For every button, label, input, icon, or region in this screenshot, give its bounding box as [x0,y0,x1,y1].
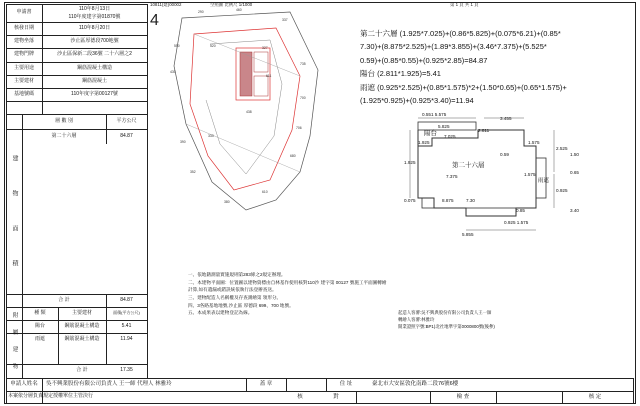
note-line-0: 一、依地籍測量實施規則第283條之2規定辦理。 [188,272,286,277]
vlabel-attach-4: 物 [11,362,18,371]
plan-dim-3: 7.025 [444,134,456,139]
plan-dim-9: 1.925 [404,160,416,165]
plan-dim-13: 5.855 [462,232,474,237]
col-header-floor: 層 數 別 [55,117,73,124]
attach-material-eave: 鋼筋混凝土構造 [64,335,100,342]
vlabel-attach-3: 建 [11,345,18,354]
formula-line-3: 陽台 (2.811*1.925)=5.41 [360,69,441,79]
plan-dim-12: 7.30 [466,198,475,203]
border-left [4,2,5,403]
plan-dim-2: 1.925 [418,140,430,145]
attach-area-eave: 11.94 [120,335,133,342]
formula-line-2: 0.59)+(0.85*0.55)+(0.925*2.85)=84.87 [360,55,488,65]
vlabel-attach-1: 附 [11,311,18,320]
plan-dim-6: 1.575 [528,140,540,145]
plan-dim-20: 0.59 [500,152,509,157]
plan-dim-17: 0.65 [570,170,579,175]
total-label: 合 計 [58,296,70,303]
dim-tag-14: 390 [180,140,186,144]
check-label: 檢 查 [456,393,470,400]
dim-tag-7: 735 [300,62,306,66]
dim-tag-4: 430 [170,70,176,74]
floor-area: 84.87 [120,132,133,139]
plan-dim-21: 0.85 [516,208,525,213]
formula-line-5: (1.925*0.925)+(0.925*3.40)=11.94 [360,95,474,105]
plan-dim-15: 2.525 [556,146,568,151]
area-formula-block [360,28,618,108]
attach-kind-eave: 雨遮 [34,335,45,342]
header-left-code: 10811(建)00002 [150,2,182,7]
row-label-location: 建物坐落 [13,37,34,44]
plan-dim-10: 0.075 [404,198,416,203]
vlabel-attach-2: 屬 [11,328,18,337]
address-value: 臺北市大安區敦化南路二段76號6樓 [372,381,459,388]
plan-dim-16: 0.925 [556,188,568,193]
attach-col-area: 面積(平方公尺) [113,310,140,316]
row-label-door-no: 建物門牌 [13,51,34,58]
row-value-issue-date: 110年8月20日 [78,24,111,31]
dim-tag-0: 290 [198,10,204,14]
dim-tag-13: 352 [190,170,196,174]
row-value-location: 沙止區厚德段700地號 [70,37,119,44]
dim-tag-3: 550 [174,44,180,48]
dim-tag-1: 460 [236,8,242,12]
surveyor-line-0: 起造人客審:吳不興典股份有限公司負責人王一師 [398,310,492,315]
row-value-application-date: 110年8月13日 [78,5,111,12]
attach-col-material: 主要建材 [71,309,92,316]
core-label: 核 [297,393,303,400]
attach-total-value: 17.35 [120,367,133,374]
vlabel-area2: 積 [11,260,17,268]
plan-dim-11: 8.875 [442,198,454,203]
header-scale: 空照圖 比例尺 1/1000 [210,2,253,7]
plan-dim-0: 0.551 5.575 [422,112,447,117]
total-value: 84.87 [120,296,133,303]
dim-tag-8: 700 [300,96,306,100]
dim-tag-16: 611 [266,74,272,78]
plan-dim-19: 3.40 [570,208,579,213]
attach-area-balcony: 5.41 [121,322,132,329]
dim-tag-11: 610 [262,190,268,194]
dim-tag-12: 380 [224,200,230,204]
row-value-application-no: 110年度建字第01870號 [68,13,121,20]
applicant-label: 申請人姓名 [10,381,38,388]
floor-name: 第二十六層 [51,132,77,139]
note-line-2: 三、建物配造人名稱權及存查測繪第 領形分。 [188,294,282,300]
row-label-main-material: 主要建材 [13,77,34,84]
row-value-main-material: 鋼筋混凝土 [81,77,107,84]
signature-block [6,378,634,404]
surveyor-line-1: 轉繪人客審:林雅玲 [398,316,435,322]
note-line-1: 二、本建物平面圖：位置圖以建物資標由自林基作使用核對110沙 建字第 00127 號施工平面圖轉繪計算,如有遺漏或錯誤統依執行法登辦查送。 [188,279,387,292]
dim-tag-6: 327 [262,46,268,50]
seal-label: 蓋 章 [259,381,273,388]
row-label-base-no: 基地號碼 [13,90,34,97]
vlabel-building: 建 [11,155,17,163]
formula-line-1: 7.30)+(8.875*2.525)+(1.89*3.855)+(3.46*7.375)+(5.525* [360,42,547,52]
note-line-4: 五、本成果表以建物登記為線。 [188,310,253,316]
formula-line-4: 雨遮 (0.925*2.525)+(0.85*1.575)*2+(1.50*0.65)+(0.65*1.575)+ [360,82,567,92]
row-label-issue-date: 核發日期 [13,24,34,31]
dim-tag-2: 337 [282,18,288,22]
plan-dim-14: 0.925 1.575 [504,220,529,225]
note-line-3: 四、3各路基地地號,沙止區 厚德段 699、700 地號。 [188,302,294,308]
header-page: 第 1 頁 共 1 頁 [450,2,479,7]
vlabel-object: 物 [11,190,17,198]
core-value: 對 [333,393,339,400]
plan-dim-1: 5.825 [438,124,450,129]
attach-col-kind: 種 類 [34,309,46,316]
floor-plan-diagram [404,112,616,242]
row-label-application-date: 申請書 [16,9,32,16]
footer-label: 本案依分層負責規定授權單位主管決行 [8,393,94,400]
info-table [6,4,148,378]
row-value-door-no: 沙止區保新二段36號 二十六層之2 [57,51,132,58]
plan-label-eave: 雨遮 [538,178,550,184]
dim-tag-17: 333 [208,134,214,138]
plan-dim-8: 1.575 [524,172,536,177]
plan-label-floor: 第二十六層 [452,162,485,169]
attach-material-balcony: 鋼筋混凝土構造 [64,322,100,329]
drawing-sheet-number: 4 [150,12,159,29]
plan-dim-18: 1.50 [570,152,579,157]
dim-tag-9: 706 [296,126,302,130]
surveyor-note-block [398,310,578,330]
notes-block [188,272,388,318]
plan-dim-4: 3.455 [500,116,512,121]
dim-tag-15: 438 [246,110,252,114]
col-header-area: 平方公尺 [116,117,137,124]
row-label-main-use: 主要用途 [13,64,34,71]
border-right [635,2,636,403]
surveyor-line-2: 開業證照字號:BP1)北社地準字第0000800號(後參) [398,323,495,329]
site-plan-drawing [150,4,328,378]
attach-total-label: 合 計 [76,367,88,374]
row-value-base-no: 110年度字第00127號 [71,90,118,97]
dim-tag-5: 520 [210,44,216,48]
plan-dim-5: 2.811 [478,128,490,133]
vlabel-area1: 面 [11,225,17,233]
plan-label-balcony: 陽台 [424,130,437,137]
row-value-main-use: 鋼筋混凝土構造 [76,64,112,71]
approve-label: 核 定 [588,393,602,400]
address-label: 住 址 [339,381,353,388]
attach-kind-balcony: 陽台 [34,322,45,329]
formula-line-0: 第二十六層 (1.925*7.025)+(0.86*5.825)+(0.075*6.21)+(0.85* [360,29,561,38]
plan-dim-7: 7.375 [446,174,458,179]
dim-tag-10: 680 [290,154,296,158]
applicant-value: 吳不興業股份有限公司負責人 王一師 代理人 林雅玲 [46,381,172,388]
